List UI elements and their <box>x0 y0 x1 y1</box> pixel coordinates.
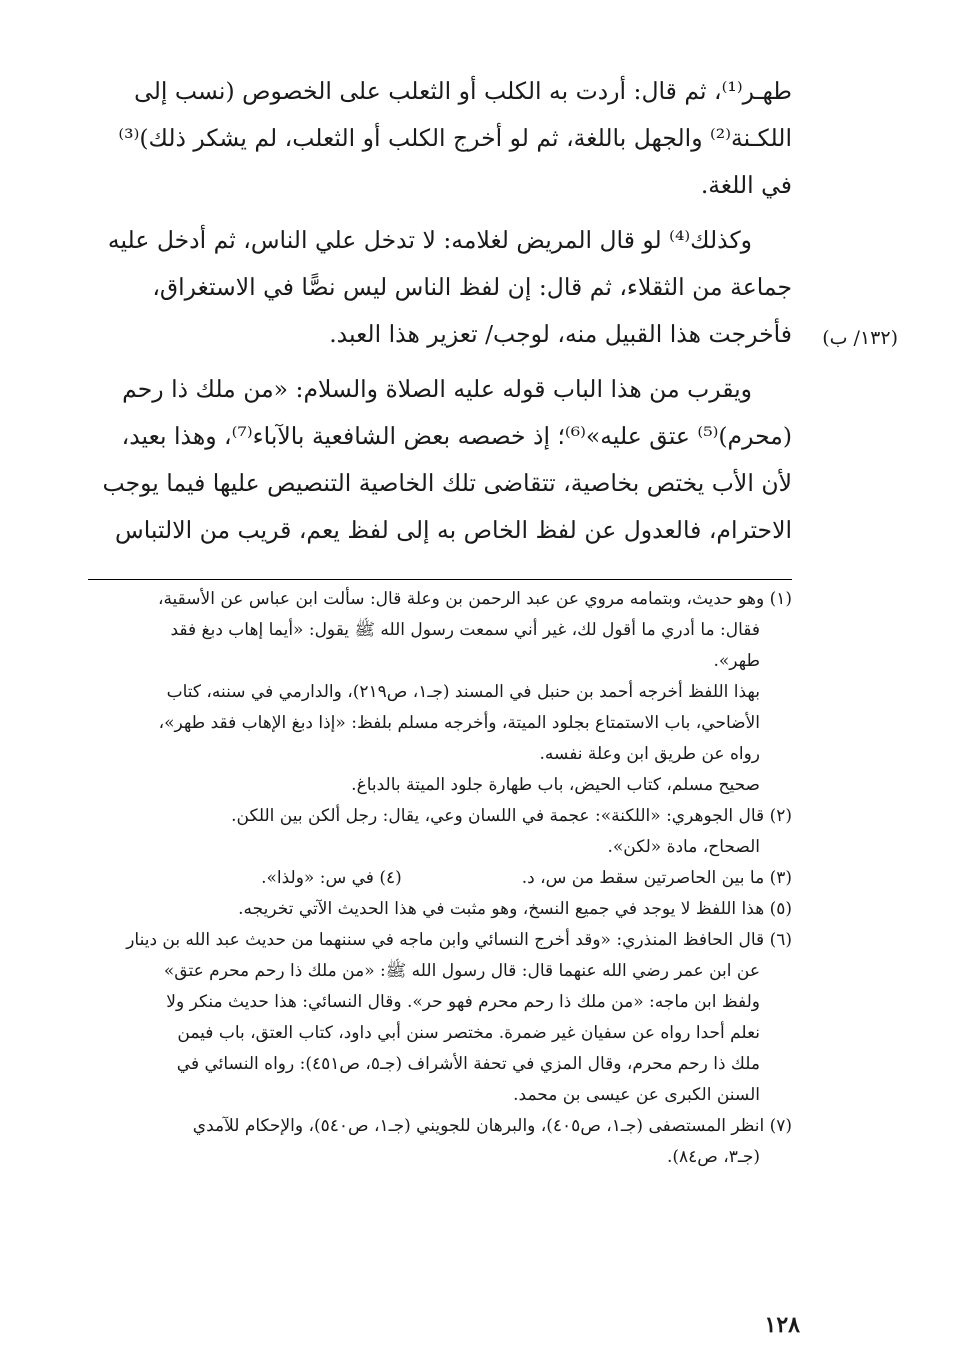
footnote-line: بهذا اللفظ أخرجه أحمد بن حنبل في المسند (جـ١، ص٢١٩)، والدارمي في سننه، كتاب <box>166 682 760 702</box>
main-line: لأن الأب يختص بخاصية، تتقاضى تلك الخاصية التنصيص عليها فيما يوجب <box>102 469 792 497</box>
footnote-line: (١) وهو حديث، وبتمامه مروي عن عبد الرحمن بن وعلة قال: سألت ابن عباس عن الأسقية، <box>157 589 792 609</box>
footnote-5: (٥) هذا اللفظ لا يوجد في جميع النسخ، وهو مثبت في هذا الحديث الآتي تخريجه. <box>238 899 792 919</box>
footnote-line: صحيح مسلم، كتاب الحيض، باب طهارة جلود الميتة بالدباغ. <box>351 775 760 795</box>
footnote-line: الأضاحي، باب الاستمتاع بجلود الميتة، وأخرجه مسلم بلفظ: «إذا دبغ الإهاب فقد طهر»، <box>158 713 760 733</box>
page-number: ١٢٨ <box>764 1312 800 1338</box>
footnote-row-3-4 <box>88 863 792 894</box>
main-line: ويقرب من هذا الباب قوله عليه الصلاة والسلام: «من ملك ذا رحم <box>122 375 752 403</box>
main-line: جماعة من الثقلاء، ثم قال: إن لفظ الناس ليس نصًّا في الاستغراق، <box>152 273 792 301</box>
footnotes <box>88 584 792 1173</box>
footnote-line: (٧) انظر المستصفى (جـ١، ص٤٠٥)، والبرهان للجويني (جـ١، ص٥٤٠)، والإحكام للآمدي <box>192 1116 792 1136</box>
footnote-4: (٤) في س: «ولذا». <box>261 868 402 888</box>
main-line: في اللغة. <box>700 171 792 199</box>
main-line: فأخرجت هذا القبيل منه، لوجب/ تعزير هذا العبد. <box>329 320 792 348</box>
manuscript-folio-marker: (١٣٢/ ب) <box>822 327 898 349</box>
footnote-line: نعلم أحدا رواه عن سفيان غير ضمرة. مختصر سنن أبي داود، كتاب العتق، باب فيمن <box>177 1023 760 1043</box>
footnote-line: فقال: ما أدري ما أقول لك، غير أني سمعت رسول الله ﷺ يقول: «أيما إهاب دبغ فقد <box>170 620 760 640</box>
footnote-divider <box>88 579 792 580</box>
footnote-line: رواه عن طريق ابن وعلة نفسه. <box>539 744 760 764</box>
footnote-line: عن ابن عمر رضي الله عنهما قال: قال رسول الله ﷺ: «من ملك ذا رحم محرم عتق» <box>163 961 760 981</box>
footnote-line: (٢) قال الجوهري: «اللكنة»: عجمة في اللسان وعي، يقال: رجل ألكن بين اللكن. <box>231 806 792 826</box>
footnote-line: الصحاح، مادة «لكن». <box>607 837 760 857</box>
main-line: (محرم)⁽⁵⁾ عتق عليه»⁽⁶⁾؛ إذ خصصه بعض الشافعية بالآباء⁽⁷⁾، وهذا بعيد، <box>121 422 792 450</box>
footnote-line: طهر». <box>713 651 760 671</box>
main-line: الاحترام، فالعدول عن لفظ الخاص به إلى لفظ يعم، قريب من الالتباس <box>115 516 792 544</box>
footnote-line: ملك ذا رحم محرم، وقال المزي في تحفة الأشراف (جـ٥، ص٤٥١): رواه النسائي في <box>176 1054 760 1074</box>
footnote-3: (٣) ما بين الحاصرتين سقط من س، د. <box>521 868 792 888</box>
footnote-line: ولفظ ابن ماجه: «من ملك ذا رحم محرم فهو حر». وقال النسائي: هذا حديث منكر ولا <box>166 992 760 1012</box>
main-line: وكذلك⁽⁴⁾ لو قال المريض لغلامه: لا تدخل علي الناس، ثم أدخل عليه <box>107 226 752 254</box>
main-line: اللكـنة⁽²⁾ والجهل باللغة، ثم لو أخرج الكلب أو الثعلب، لم يشكر ذلك)⁽³⁾ <box>118 124 792 152</box>
main-line: طهـر⁽¹⁾، ثم قال: أردت به الكلب أو الثعلب على الخصوص (نسب إلى <box>134 77 792 105</box>
footnote-line: السنن الكبرى عن عيسى بن محمد. <box>513 1085 760 1105</box>
footnote-line: (٦) قال الحافظ المنذري: «وقد أخرج النسائي وابن ماجه في سننهما من حديث عبد الله بن دينار <box>126 930 792 950</box>
main-text <box>88 68 792 554</box>
footnote-line: (جـ٣، ص٨٤). <box>666 1147 760 1167</box>
